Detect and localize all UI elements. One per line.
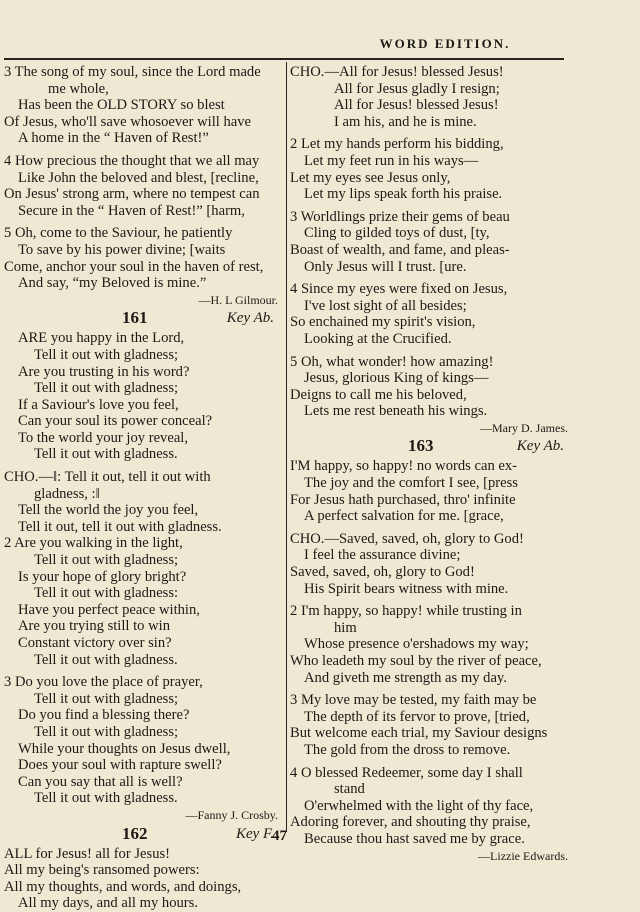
verse-line: 3 Worldlings prize their gems of beau [290, 208, 510, 225]
verse-line: me whole, [48, 80, 109, 97]
hymn-number: 161 [122, 308, 148, 328]
author-credit: —Lizzie Edwards. [478, 848, 568, 863]
verse-line: To save by his power divine; [waits [18, 241, 226, 258]
hymn-key: Key Ab. [516, 438, 564, 455]
verse-line: Secure in the “ Haven of Rest!” [harm, [18, 202, 245, 219]
verse-line: Looking at the Crucified. [304, 330, 452, 347]
verse-line: I am his, and he is mine. [334, 113, 477, 130]
verse-line: And giveth me strength as my day. [304, 669, 507, 686]
verse-line: stand [334, 781, 365, 798]
verse-line: CHO.—All for Jesus! blessed Jesus! [290, 64, 504, 80]
verse-line: A perfect salvation for me. [grace, [304, 508, 504, 525]
verse-line: I feel the assurance divine; [304, 547, 461, 564]
verse-line: ARE you happy in the Lord, [18, 330, 185, 347]
verse-line: Have you perfect peace within, [18, 601, 200, 618]
verse-line: Let my lips speak forth his praise. [304, 186, 503, 203]
verse-line: A home in the “ Haven of Rest!” [18, 130, 209, 147]
verse-line: Do you find a blessing there? [18, 707, 190, 724]
verse-line: While your thoughts on Jesus dwell, [18, 740, 231, 757]
verse-line: For Jesus hath purchased, thro' infinite [290, 491, 516, 508]
verse-line: All for Jesus gladly I resign; [334, 80, 500, 97]
verse-line: Are you trying still to win [18, 618, 171, 635]
hymn-heading [4, 823, 282, 846]
verse-line: Tell it out with gladness; [34, 346, 179, 363]
hymn-key: Key F. [235, 825, 274, 842]
verse-line: All my being's ransomed powers: [4, 862, 200, 879]
verse-line: Deigns to call me his beloved, [290, 386, 467, 403]
verse-line: 3 The song of my soul, since the Lord made [4, 64, 261, 80]
verse-line: Tell it out with gladness; [34, 552, 179, 569]
author-credit: —Mary D. James. [480, 420, 568, 435]
verse-line: Tell it out with gladness; [34, 380, 179, 397]
verse-line: Can your soul its power conceal? [18, 413, 213, 430]
verse-line: Constant victory over sin? [18, 635, 172, 651]
verse-line: Only Jesus will I trust. [ure. [304, 258, 467, 275]
page-number: 47 [272, 828, 287, 844]
verse-line: Tell it out with gladness. [34, 790, 178, 807]
verse-line: Because thou hast saved me by grace. [304, 830, 525, 847]
hymn-heading [4, 310, 282, 330]
verse-line: Tell it out with gladness. [34, 446, 178, 463]
verse-line: All my days, and all my hours. [18, 895, 198, 912]
author-credit: —H. L Gilmour. [198, 292, 278, 307]
left-column [4, 64, 282, 912]
verse-line: him [334, 619, 357, 636]
verse-line: Are you trusting in his word? [18, 363, 190, 380]
verse-line: Tell it out with gladness. [34, 651, 178, 668]
hymn-key: Key Ab. [226, 310, 274, 327]
verse-line: Tell it out with gladness; [34, 723, 179, 740]
verse-line: ALL for Jesus! all for Jesus! [4, 845, 171, 862]
verse-line: 4 How precious the thought that we all may [4, 152, 260, 169]
right-column [290, 64, 572, 864]
verse-line: Let my feet run in his ways— [304, 152, 479, 169]
verse-line: 3 Do you love the place of prayer, [4, 674, 203, 691]
page-header [0, 36, 640, 52]
verse-line: Tell it out, tell it out with gladness. [18, 518, 222, 535]
hymn-heading [290, 438, 572, 458]
hymn-number: 163 [408, 436, 434, 456]
verse-line: Jesus, glorious King of kings— [304, 370, 489, 387]
verse-line: 2 Let my hands perform his bidding, [290, 136, 504, 153]
verse-line: Adoring forever, and shouting thy praise, [290, 814, 531, 831]
verse-line: So enchained my spirit's vision, [290, 314, 476, 331]
verse-line: 2 I'm happy, so happy! while trusting in [290, 603, 522, 620]
hymn-number: 162 [122, 823, 148, 843]
verse-line: His Spirit bears witness with mine. [304, 580, 509, 597]
verse-line: Is your hope of glory bright? [18, 568, 187, 585]
verse-line: Who leadeth my soul by the river of peace, [290, 653, 542, 669]
verse-line: Whose presence o'ershadows my way; [304, 636, 529, 653]
verse-line: Tell the world the joy you feel, [18, 502, 199, 519]
verse-line: I've lost sight of all besides; [304, 297, 467, 314]
verse-line: 4 Since my eyes were fixed on Jesus, [290, 281, 508, 298]
verse-line: Cling to gilded toys of dust, [ty, [304, 225, 490, 242]
verse-line: All my thoughts, and words, and doings, [4, 878, 242, 895]
verse-line: Tell it out with gladness; [34, 690, 179, 707]
verse-line: 3 My love may be tested, my faith may be [290, 692, 537, 709]
verse-line: Lets me rest beneath his wings. [304, 403, 488, 420]
verse-line: 4 O blessed Redeemer, some day I shall [290, 764, 523, 781]
verse-line: 2 Are you walking in the light, [4, 535, 183, 552]
verse-line: Tell it out with gladness: [34, 585, 179, 602]
verse-line: The joy and the comfort I see, [press [304, 475, 518, 492]
author-credit: —Fanny J. Crosby. [185, 807, 278, 822]
verse-line: Like John the beloved and blest, [recline, [18, 169, 259, 186]
verse-line: To the world your joy reveal, [18, 429, 189, 446]
verse-line: 5 Oh, come to the Saviour, he patiently [4, 225, 233, 242]
verse-line: If a Saviour's love you feel, [18, 396, 179, 413]
header-rule [4, 58, 564, 60]
verse-line: gladness, :‖ [34, 485, 100, 502]
verse-line: 5 Oh, what wonder! how amazing! [290, 353, 494, 370]
verse-line: CHO.—‖: Tell it out, tell it out with [4, 469, 211, 486]
verse-line: All for Jesus! blessed Jesus! [334, 97, 499, 114]
verse-line: Can you say that all is well? [18, 773, 183, 790]
column-divider [286, 62, 287, 832]
verse-line: Has been the OLD STORY so blest [18, 97, 225, 114]
verse-line: Of Jesus, who'll save whosoever will have [4, 113, 252, 130]
verse-line: Let my eyes see Jesus only, [290, 169, 451, 186]
verse-line: CHO.—Saved, saved, oh, glory to God! [290, 530, 524, 547]
verse-line: The gold from the dross to remove. [304, 741, 511, 758]
verse-line: And say, “my Beloved is mine.” [18, 275, 207, 292]
verse-line: Come, anchor your soul in the haven of rest, [4, 258, 264, 275]
verse-line: Does your soul with rapture swell? [18, 757, 222, 774]
verse-line: But welcome each trial, my Saviour designs [290, 725, 548, 742]
verse-line: On Jesus' strong arm, where no tempest can [4, 186, 260, 203]
verse-line: O'erwhelmed with the light of thy face, [304, 797, 534, 814]
header-title: WORD EDITION. [379, 36, 511, 51]
verse-line: I'M happy, so happy! no words can ex- [290, 458, 518, 475]
verse-line: Saved, saved, oh, glory to God! [290, 564, 475, 581]
verse-line: The depth of its fervor to prove, [tried, [304, 708, 530, 725]
verse-line: Boast of wealth, and fame, and pleas- [290, 241, 510, 258]
